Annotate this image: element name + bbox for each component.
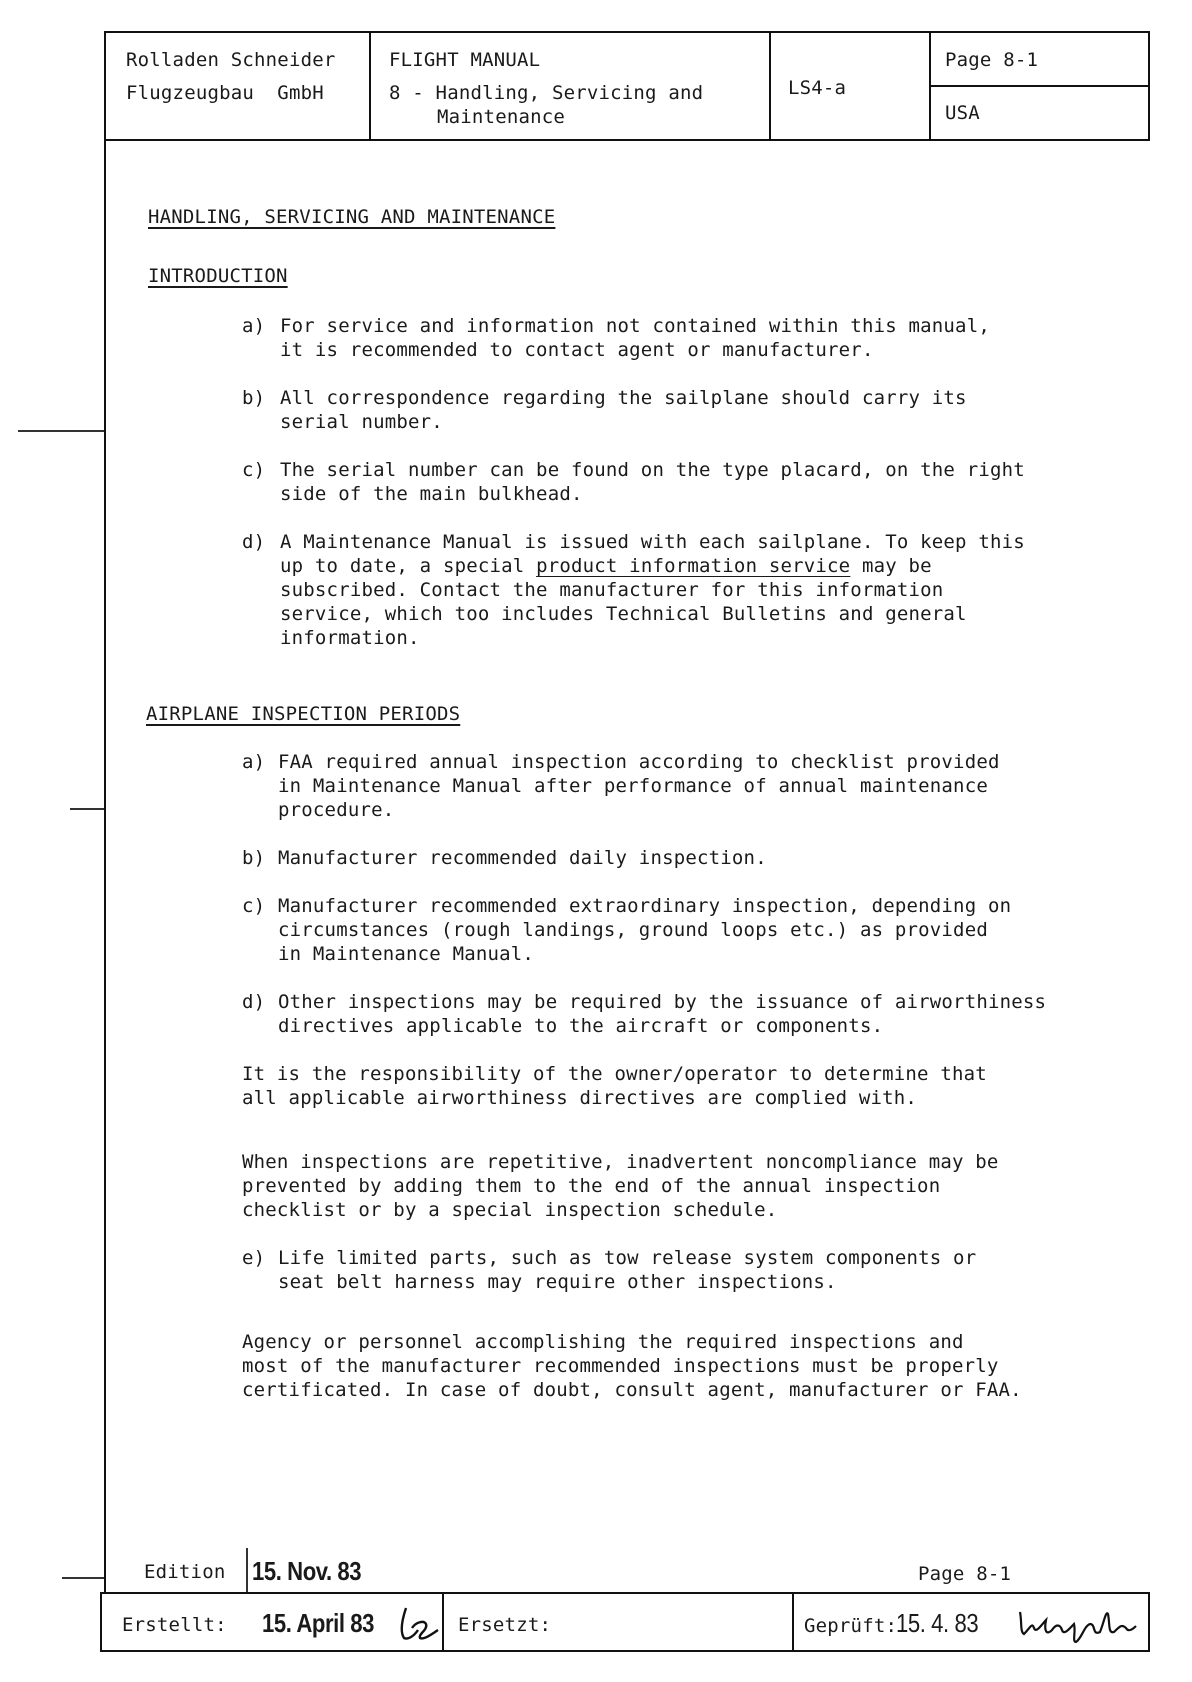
introduction-heading: INTRODUCTION [148,265,288,287]
intro-item-a-line-2: it is recommended to contact agent or manufacturer. [280,339,874,361]
intro-item-a-marker: a) [242,315,266,337]
model-designation: LS4-a [788,77,847,99]
insp-item-d-line-2: directives applicable to the aircraft or components. [278,1015,884,1037]
intro-item-b-line-2: serial number. [280,411,443,433]
insp-item-a-line-3: procedure. [278,799,395,821]
insp-item-c-marker: c) [242,895,266,917]
intro-item-d-line-4: service, which too includes Technical Bulletins and general [280,603,967,625]
intro-item-d-line-2: up to date, a special product information service may be [280,555,932,577]
insp-item-a-line-1: FAA required annual inspection according to checklist provided [278,751,1000,773]
header-title-cell [371,33,771,139]
intro-item-c-line-1: The serial number can be found on the type placard, on the right [280,459,1025,481]
header-region: USA [945,102,980,124]
footer-table [100,1592,1150,1652]
header-table [104,31,1150,141]
erstellt-date-stamp: 15. April 83 [262,1608,375,1638]
repetitive-paragraph-line-3: checklist or by a special inspection schedule. [242,1199,778,1221]
doc-title: FLIGHT MANUAL [389,49,541,71]
section-title-line-2: Maintenance [437,106,566,128]
edition-label: Edition [144,1561,226,1583]
main-heading: HANDLING, SERVICING AND MAINTENANCE [148,206,556,228]
intro-item-b-marker: b) [242,387,266,409]
insp-item-a-line-2: in Maintenance Manual after performance of annual maintenance [278,775,988,797]
certification-paragraph-line-1: Agency or personnel accomplishing the required inspections and [242,1331,964,1353]
insp-item-c-line-2: circumstances (rough landings, ground loops etc.) as provided [278,919,988,941]
geprueft-signature-icon [1016,1602,1138,1644]
repetitive-paragraph-line-1: When inspections are repetitive, inadvertent noncompliance may be [242,1151,999,1173]
insp-item-e-marker: e) [242,1247,266,1269]
responsibility-paragraph-line-2: all applicable airworthiness directives are complied with. [242,1087,918,1109]
intro-item-b-line-1: All correspondence regarding the sailplane should carry its [280,387,967,409]
intro-item-a-line-1: For service and information not contained within this manual, [280,315,990,337]
company-line-2: Flugzeugbau GmbH [126,82,324,104]
erstellt-cell [102,1594,444,1650]
ersetzt-label: Ersetzt: [458,1614,552,1636]
header-model-cell [771,33,931,139]
header-page-number: Page 8-1 [945,49,1039,71]
insp-item-d-marker: d) [242,991,266,1013]
geprueft-date-stamp: 15. 4. 83 [896,1608,979,1638]
edition-stamp-bar [246,1548,248,1592]
edition-date-stamp: 15. Nov. 83 [252,1556,362,1586]
margin-mark [70,808,104,810]
insp-item-b-line-1: Manufacturer recommended daily inspection. [278,847,767,869]
intro-item-d-marker: d) [242,531,266,553]
erstellt-label: Erstellt: [122,1614,227,1636]
certification-paragraph-line-2: most of the manufacturer recommended inspections must be properly [242,1355,999,1377]
certification-paragraph-line-3: certificated. In case of doubt, consult agent, manufacturer or FAA. [242,1379,1022,1401]
insp-item-b-marker: b) [242,847,266,869]
responsibility-paragraph-line-1: It is the responsibility of the owner/operator to determine that [242,1063,987,1085]
product-information-service-text: product information service [536,555,851,577]
intro-item-c-line-2: side of the main bulkhead. [280,483,583,505]
intro-item-c-marker: c) [242,459,266,481]
repetitive-paragraph-line-2: prevented by adding them to the end of the annual inspection [242,1175,941,1197]
inspection-heading: AIRPLANE INSPECTION PERIODS [146,703,461,725]
geprueft-label: Geprüft: [804,1615,898,1637]
insp-item-e-line-1: Life limited parts, such as tow release system components or [278,1247,977,1269]
insp-item-c-line-3: in Maintenance Manual. [278,943,535,965]
section-title-line-1: 8 - Handling, Servicing and [389,82,704,104]
insp-item-d-line-1: Other inspections may be required by the issuance of airworthiness [278,991,1047,1013]
intro-item-d-line-1: A Maintenance Manual is issued with each sailplane. To keep this [280,531,1025,553]
ersetzt-cell [444,1594,794,1650]
header-page-cell [931,33,1148,139]
insp-item-e-line-2: seat belt harness may require other inspections. [278,1271,837,1293]
page-frame-left [104,141,106,1592]
intro-item-d-line-5: information. [280,627,420,649]
margin-mark [18,430,104,432]
footer-page-number: Page 8-1 [918,1563,1012,1585]
erstellt-signature-icon [398,1600,442,1644]
margin-mark [62,1577,104,1579]
header-company-cell [106,33,371,139]
insp-item-c-line-1: Manufacturer recommended extraordinary inspection, depending on [278,895,1012,917]
insp-item-a-marker: a) [242,751,266,773]
intro-item-d-line-3: subscribed. Contact the manufacturer for this information [280,579,944,601]
geprueft-cell [794,1594,1148,1650]
company-line-1: Rolladen Schneider [126,49,336,71]
